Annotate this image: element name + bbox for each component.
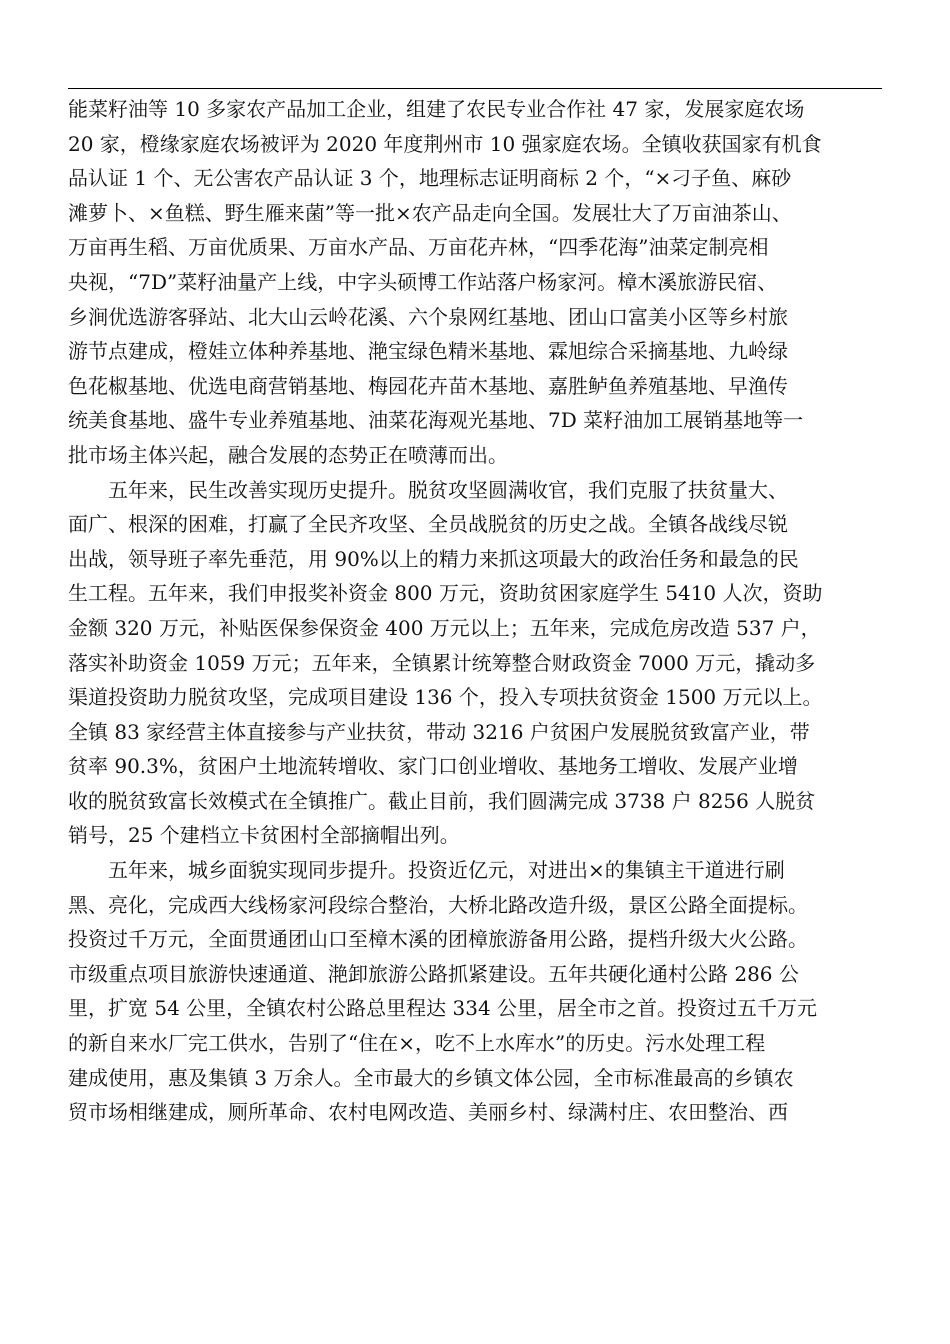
paragraph <box>68 92 898 473</box>
text-line: 渠道投资助力脱贫攻坚，完成项目建设 136 个，投入专项扶贫资金 1500 万元以上。 <box>68 685 823 710</box>
paragraph <box>68 853 898 1130</box>
text-line: 全镇 83 家经营主体直接参与产业扶贫，带动 3216 户贫困户发展脱贫致富产业，带 <box>68 719 810 744</box>
document-body <box>68 92 898 1130</box>
text-line: 乡涧优选游客驿站、北大山云岭花溪、六个泉网红基地、团山口富美小区等乡村旅 <box>68 304 788 329</box>
text-line: 贸市场相继建成，厕所革命、农村电网改造、美丽乡村、绿满村庄、农田整治、西 <box>68 1100 788 1125</box>
text-line: 五年来，城乡面貌实现同步提升。投资近亿元，对进出×的集镇主干道进行刷 <box>108 858 785 883</box>
text-line: 投资过千万元，全面贯通团山口至樟木溪的团樟旅游备用公路，提档升级大火公路。 <box>68 927 808 952</box>
text-line: 收的脱贫致富长效模式在全镇推广。截止目前，我们圆满完成 3738 户 8256 人脱贫 <box>68 788 816 813</box>
text-line: 能菜籽油等 10 多家农产品加工企业，组建了农民专业合作社 47 家，发展家庭农场 <box>68 97 805 121</box>
text-line: 万亩再生稻、万亩优质果、万亩水产品、万亩花卉林，“四季花海”油菜定制亮相 <box>68 235 769 260</box>
text-line: 统美食基地、盛牛专业养殖基地、油菜花海观光基地、7D 菜籽油加工展销基地等一 <box>68 408 804 433</box>
header-rule <box>68 88 882 89</box>
text-line: 央视，“7D”菜籽油量产上线，中字头硕博工作站落户杨家河。樟木溪旅游民宿、 <box>68 269 778 294</box>
text-line: 批市场主体兴起，融合发展的态势正在喷薄而出。 <box>68 442 508 467</box>
text-line: 面广、根深的困难，打赢了全民齐攻坚、全员战脱贫的历史之战。全镇各战线尽锐 <box>68 512 788 537</box>
text-line: 销号，25 个建档立卡贫困村全部摘帽出列。 <box>68 823 460 848</box>
text-line: 金额 320 万元，补贴医保参保资金 400 万元以上；五年来，完成危房改造 537 户， <box>68 615 821 640</box>
text-line: 生工程。五年来，我们申报奖补资金 800 万元，资助贫困家庭学生 5410 人次，资助 <box>68 581 823 606</box>
text-line: 五年来，民生改善实现历史提升。脱贫攻坚圆满收官，我们克服了扶贫量大、 <box>108 477 788 502</box>
text-line: 黑、亮化，完成西大线杨家河段综合整治，大桥北路改造升级，景区公路全面提标。 <box>68 892 808 917</box>
text-line: 滩萝卜、×鱼糕、野生雁来菌”等一批×农产品走向全国。发展壮大了万亩油茶山、 <box>68 200 792 225</box>
text-line: 落实补助资金 1059 万元；五年来，全镇累计统筹整合财政资金 7000 万元，撬动多 <box>68 650 816 675</box>
paragraph <box>68 473 898 854</box>
text-line: 20 家，橙缘家庭农场被评为 2020 年度荆州市 10 强家庭农场。全镇收获国家有机食 <box>68 131 822 156</box>
text-line: 游节点建成，橙娃立体种养基地、滟宝绿色精米基地、霖旭综合采摘基地、九岭绿 <box>68 339 788 364</box>
text-line: 建成使用，惠及集镇 3 万余人。全市最大的乡镇文体公园，全市标准最高的乡镇农 <box>68 1065 794 1090</box>
text-line: 品认证 1 个、无公害农产品认证 3 个，地理标志证明商标 2 个，“×刁子鱼、麻砂 <box>68 166 792 191</box>
text-line: 的新自来水厂完工供水，告别了“住在×，吃不上水库水”的历史。污水处理工程 <box>68 1031 766 1056</box>
text-line: 出战，领导班子率先垂范，用 90%以上的精力来抓这项最大的政治任务和最急的民 <box>68 546 799 571</box>
text-line: 色花椒基地、优选电商营销基地、梅园花卉苗木基地、嘉胜鲈鱼养殖基地、早渔传 <box>68 373 788 398</box>
text-line: 里，扩宽 54 公里，全镇农村公路总里程达 334 公里，居全市之首。投资过五千万元 <box>68 996 818 1021</box>
text-line: 贫率 90.3%，贫困户土地流转增收、家门口创业增收、基地务工增收、发展产业增 <box>68 754 798 779</box>
text-line: 市级重点项目旅游快速通道、滟卸旅游公路抓紧建设。五年共硬化通村公路 286 公 <box>68 961 799 986</box>
